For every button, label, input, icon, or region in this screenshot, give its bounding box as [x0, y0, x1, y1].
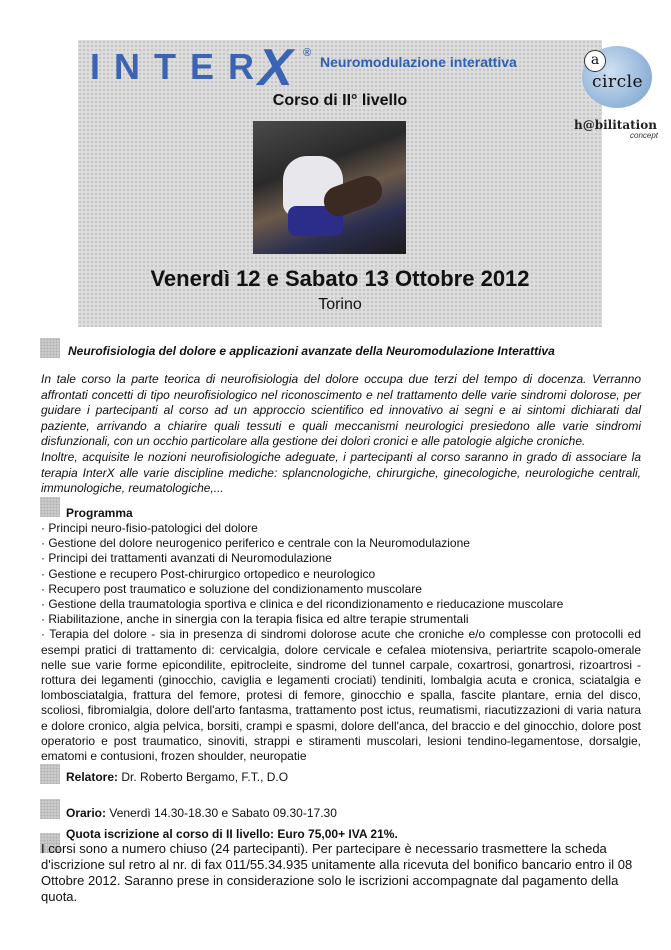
course-dates: Venerdì 12 e Sabato 13 Ottobre 2012: [150, 266, 530, 291]
relatore-line: [66, 770, 288, 784]
orario-label: Orario:: [66, 806, 107, 820]
registered-mark: ®: [303, 47, 312, 59]
list-item-terapia: · Terapia del dolore - sia in presenza di sindromi dolorose acute che croniche e/o complesse con protocolli ed esempi pratici di trattamento di: cervicalgia, dolore cervicale e cefalea miotensiva, periartrite scapolo-omerale nelle sue varie forme epicondilite, epitrocleite, sindrome del tunnel carpale, coxartrosi, gonartrosi, rizoartrosi - rottura dei legamenti (ginocchio, caviglia e legamenti crociati) tendiniti, lombalgia acuta e cronica, sciatalgia e lombosciatalgia, frattura del femore, protesi di femore, ginocchio e spalla, fascite plantare, ernia del disco, scoliosi, fibromialgia, dolore dell'arto fantasma, trattamento post ictus, reumatismi, riacutizzazioni di varia natura e dolore cronico, algia pelvica, borsiti, crampi e spasmi, dolore dell'anca, del braccio e del ginocchio, dolore post operatorio e post traumatico, sinoviti, strappi e stiramenti muscolari, lesioni tendino-legamentose, dorsalgie, ematomi e contusioni, frozen shoulder, neuropatie: [41, 627, 641, 764]
course-photo: [253, 121, 406, 254]
orario-line: [66, 806, 337, 820]
acircle-logo-a: a: [584, 50, 606, 72]
interx-logo-x: X: [258, 39, 293, 97]
relatore-value: Dr. Roberto Bergamo, F.T., D.O: [121, 770, 289, 784]
acircle-logo: [582, 46, 654, 110]
orario-bullet-icon: [40, 799, 60, 819]
habilitation-text: h@bilitation: [574, 118, 657, 132]
relatore-bullet-icon: [40, 764, 60, 784]
list-item: · Riabilitazione, anche in sinergia con la terapia fisica ed altre terapie strumentali: [41, 612, 469, 627]
intro-text: [41, 372, 641, 497]
intro-paragraph-2: Inoltre, acquisite le nozioni neurofisiologiche adeguate, i partecipanti al corso saranno in grado di associare la terapia InterX alle varie discipline mediche: splancnologiche, chirurgiche, ginecologiche, neurologiche centrali, immunologiche, reumatologiche,...: [41, 449, 641, 496]
list-item: · Gestione e recupero Post-chirurgico ortopedico e neurologico: [41, 566, 376, 581]
list-item: · Principi dei trattamenti avanzati di Neuromodulazione: [41, 551, 332, 566]
orario-value: Venerdì 14.30-18.30 e Sabato 09.30-17.30: [109, 806, 337, 820]
course-city: Torino: [318, 296, 362, 313]
programma-bullet-icon: [40, 497, 60, 517]
list-item: · Gestione della traumatologia sportiva e clinica e del ricondizionamento e rieducazione muscolare: [41, 597, 564, 612]
concept-text: concept: [630, 131, 659, 140]
list-item: · Principi neuro-fisio-patologici del dolore: [41, 521, 258, 535]
programma-title: Programma: [66, 506, 133, 520]
programma-list: [41, 521, 641, 764]
interx-logo-text: INTER: [90, 46, 268, 87]
section-title: Neurofisiologia del dolore e applicazioni avanzate della Neuromodulazione Interattiva: [68, 344, 555, 358]
relatore-label: Relatore:: [66, 770, 119, 784]
list-item: · Gestione del dolore neurogenico periferico e centrale con la Neuromodulazione: [41, 536, 470, 551]
closing-text: I corsi sono a numero chiuso (24 partecipanti). Per partecipare è necessario trasmettere la scheda d'iscrizione sul retro al nr. di fax 011/55.34.935 unitamente alla ricevuta del bonifico bancario entro il 08 Ottobre 2012. Saranno prese in considerazione solo le iscrizioni accompagnate dal pagamento della quota.: [41, 841, 633, 904]
acircle-logo-word: circle: [592, 72, 644, 92]
list-item: · Recupero post traumatico e soluzione del condizionamento muscolare: [41, 581, 422, 596]
quota-line: Quota iscrizione al corso di II livello: Euro 75,00+ IVA 21%.: [66, 827, 398, 841]
intro-paragraph-1: In tale corso la parte teorica di neurofisiologia del dolore occupa due terzi del tempo di docenza. Verranno affrontati concetti di tipo neurofisiologico nel riconoscimento e nel trattamento delle varie sindromi dolorose, per guidare i partecipanti al corso ad un approccio scientifico ed innovativo ai segni e ai sintomi dichiarati dal paziente, arrivando a chiarire quali tessuti e quali meccanismi neurologici presiedono alle varie sindromi disfunzionali, con un occhio particolare alla gestione dei dolori cronici e alle patologie algiche croniche.: [41, 372, 641, 449]
course-level-title: Corso di II° livello: [272, 92, 408, 109]
section-bullet-icon: [40, 338, 60, 358]
tagline: Neuromodulazione interattiva: [320, 54, 517, 70]
